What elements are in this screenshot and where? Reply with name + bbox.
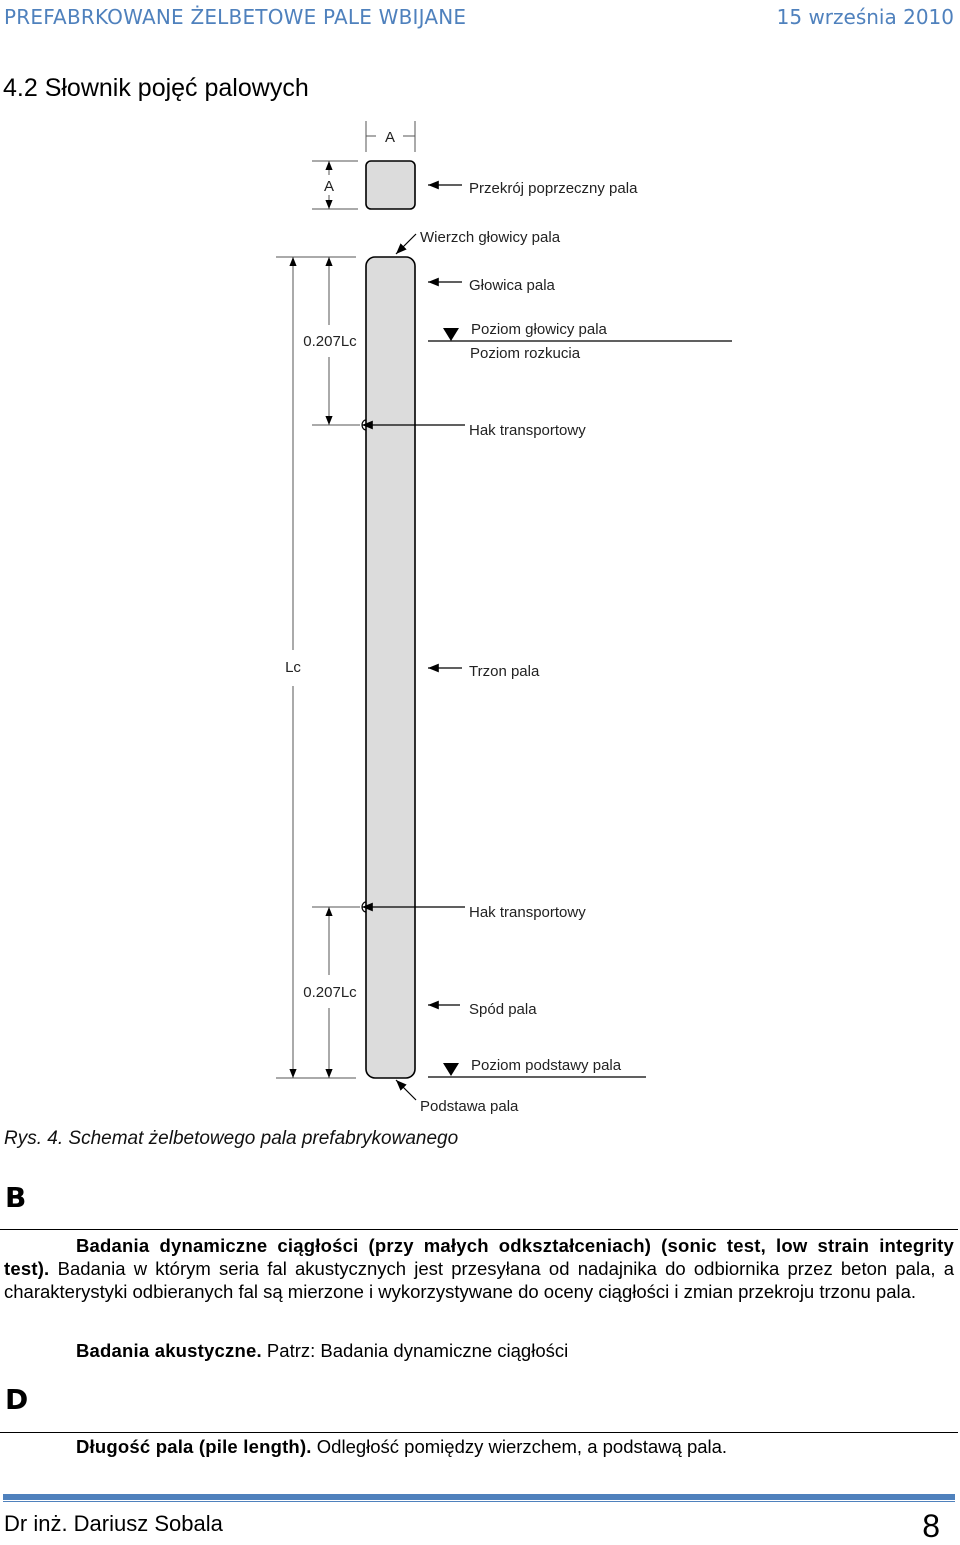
label-hook-upper: Hak transportowy [469,422,586,439]
page-number: 8 [922,1508,940,1544]
pile-body [366,257,415,1078]
header-title: PREFABRKOWANE ŻELBETOWE PALE WBIJANE [4,5,467,29]
label-pile-bottom: Spód pala [469,1001,537,1018]
dim-length: Lc [285,659,301,676]
figure-caption: Rys. 4. Schemat żelbetowego pala prefabrykowanego [4,1128,459,1149]
entry-text: Patrz: Badania dynamiczne ciągłości [261,1340,569,1361]
entry-term: Badania akustyczne. [76,1340,262,1361]
dim-upper-207: 0.207Lc [303,333,357,350]
divider-b [0,1229,958,1230]
dim-width-label: A [384,129,396,146]
header-date: 15 września 2010 [776,5,954,29]
entry-badania-akustyczne [4,1339,954,1362]
footer-rule-thin [3,1501,955,1502]
dim-lower-207: 0.207Lc [303,984,357,1001]
entry-dlugosc-pala [4,1435,954,1458]
label-head-level: Poziom głowicy pala [471,321,607,338]
footer-rule [3,1494,955,1500]
entry-term: Badania dynamiczne ciągłości (przy małych odkształceniach) (sonic test, low strain integrity test). [4,1235,954,1279]
letter-heading-b: B [5,1181,27,1214]
divider-d [0,1432,958,1433]
label-pile-head: Głowica pala [469,277,555,294]
label-shaft: Trzon pala [469,663,540,680]
footer-author: Dr inż. Dariusz Sobala [4,1511,223,1536]
label-cut-level: Poziom rozkucia [470,345,581,362]
entry-term: Długość pala (pile length). [76,1436,312,1457]
letter-heading-d: D [5,1383,29,1416]
label-hook-lower: Hak transportowy [469,904,586,921]
label-pile-base: Podstawa pala [420,1098,519,1115]
entry-badania-dynamiczne [4,1234,954,1303]
cross-section-square [366,161,415,209]
dim-height-label: A [323,178,335,195]
label-cross-section: Przekrój poprzeczny pala [469,180,638,197]
section-title: 4.2 Słownik pojęć palowych [3,74,309,102]
height-dimension [312,161,358,209]
label-pile-head-top: Wierzch głowicy pala [420,229,561,246]
entry-text: Odległość pomiędzy wierzchem, a podstawą pala. [311,1436,728,1457]
label-base-level: Poziom podstawy pala [471,1057,622,1074]
entry-text: Badania w którym seria fal akustycznych jest przesyłana od nadajnika do odbiornika przez beton pala, a charakterystyki odbieranych fal są mierzone i wykorzystywane do oceny ciągłości i zmian przekroju trzonu pala. [4,1258,954,1302]
